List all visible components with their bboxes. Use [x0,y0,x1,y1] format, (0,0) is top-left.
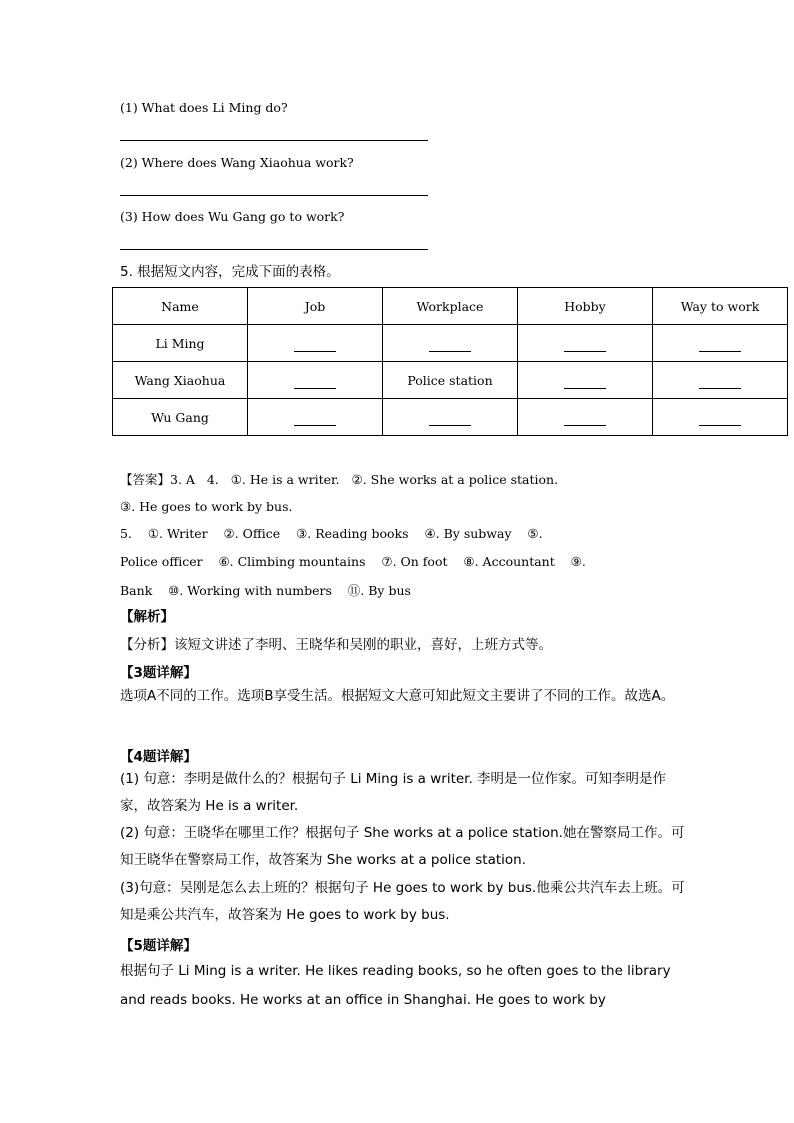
row-name: Wu Gang [113,399,248,436]
q4-part-1: (1) 句意：李明是做什么的？根据句子 Li Ming is a writer. 李明是一位作家。可知李明是作家，故答案为 He is a writer. [120,771,667,814]
blank-cell[interactable] [518,362,653,399]
q5-heading: 【5题详解】 [120,938,197,954]
q5-text: 根据句子 Li Ming is a writer. He likes reading books, so he often goes to the library and reads books. He works at an office in Shanghai. He goes to work by [120,963,671,1008]
q3-text: 选项A不同的工作。选项B享受生活。根据短文大意可知此短文主要讲了不同的工作。故选A。 [120,688,675,704]
header-workplace: Workplace [383,288,518,325]
header-name: Name [113,288,248,325]
blank-cell[interactable] [653,399,788,436]
analysis-heading: 【解析】 [120,609,174,625]
info-table [112,287,788,436]
blank-cell[interactable] [248,362,383,399]
answer-line-2[interactable] [120,195,428,196]
row-name: Wang Xiaohua [113,362,248,399]
answer-line-c: 5. ①. Writer ②. Office ③. Reading books ④. By subway ⑤. [120,526,543,541]
question-3: (3) How does Wu Gang go to work? [120,209,345,224]
answer-line-1[interactable] [120,140,428,141]
blank-cell[interactable] [653,362,788,399]
workplace-cell: Police station [383,362,518,399]
question-1: (1) What does Li Ming do? [120,100,288,115]
answer-line-3[interactable] [120,249,428,250]
q3-heading: 【3题详解】 [120,665,197,681]
table-row [113,325,788,362]
row-name: Li Ming [113,325,248,362]
question-2: (2) Where does Wang Xiaohua work? [120,155,354,170]
header-job: Job [248,288,383,325]
blank-cell[interactable] [518,325,653,362]
blank-cell[interactable] [383,399,518,436]
q4-part-3: (3)句意：吴刚是怎么去上班的？根据句子 He goes to work by bus.他乘公共汽车去上班。可知是乘公共汽车，故答案为 He goes to work by bus. [120,880,685,923]
q4-heading: 【4题详解】 [120,749,197,765]
analysis-summary: 【分析】该短文讲述了李明、王晓华和吴刚的职业，喜好，上班方式等。 [120,637,552,653]
blank-cell[interactable] [653,325,788,362]
answer-line-a: 【答案】3. A 4. ①. He is a writer. ②. She works at a police station. [120,472,559,487]
blank-cell[interactable] [518,399,653,436]
q4-part-2: (2) 句意：王晓华在哪里工作？根据句子 She works at a police station.她在警察局工作。可知王晓华在警察局工作，故答案为 She works at a police station. [120,825,685,868]
header-hobby: Hobby [518,288,653,325]
header-way-to-work: Way to work [653,288,788,325]
table-row [113,362,788,399]
blank-cell[interactable] [248,399,383,436]
answer-line-b: ③. He goes to work by bus. [120,499,293,514]
blank-cell[interactable] [248,325,383,362]
table-header-row [113,288,788,325]
answer-line-e: Bank ⑩. Working with numbers ⑪. By bus [120,583,411,598]
answer-line-d: Police officer ⑥. Climbing mountains ⑦. On foot ⑧. Accountant ⑨. [120,554,586,569]
task5-title: 5. 根据短文内容，完成下面的表格。 [120,264,340,280]
table-row [113,399,788,436]
blank-cell[interactable] [383,325,518,362]
